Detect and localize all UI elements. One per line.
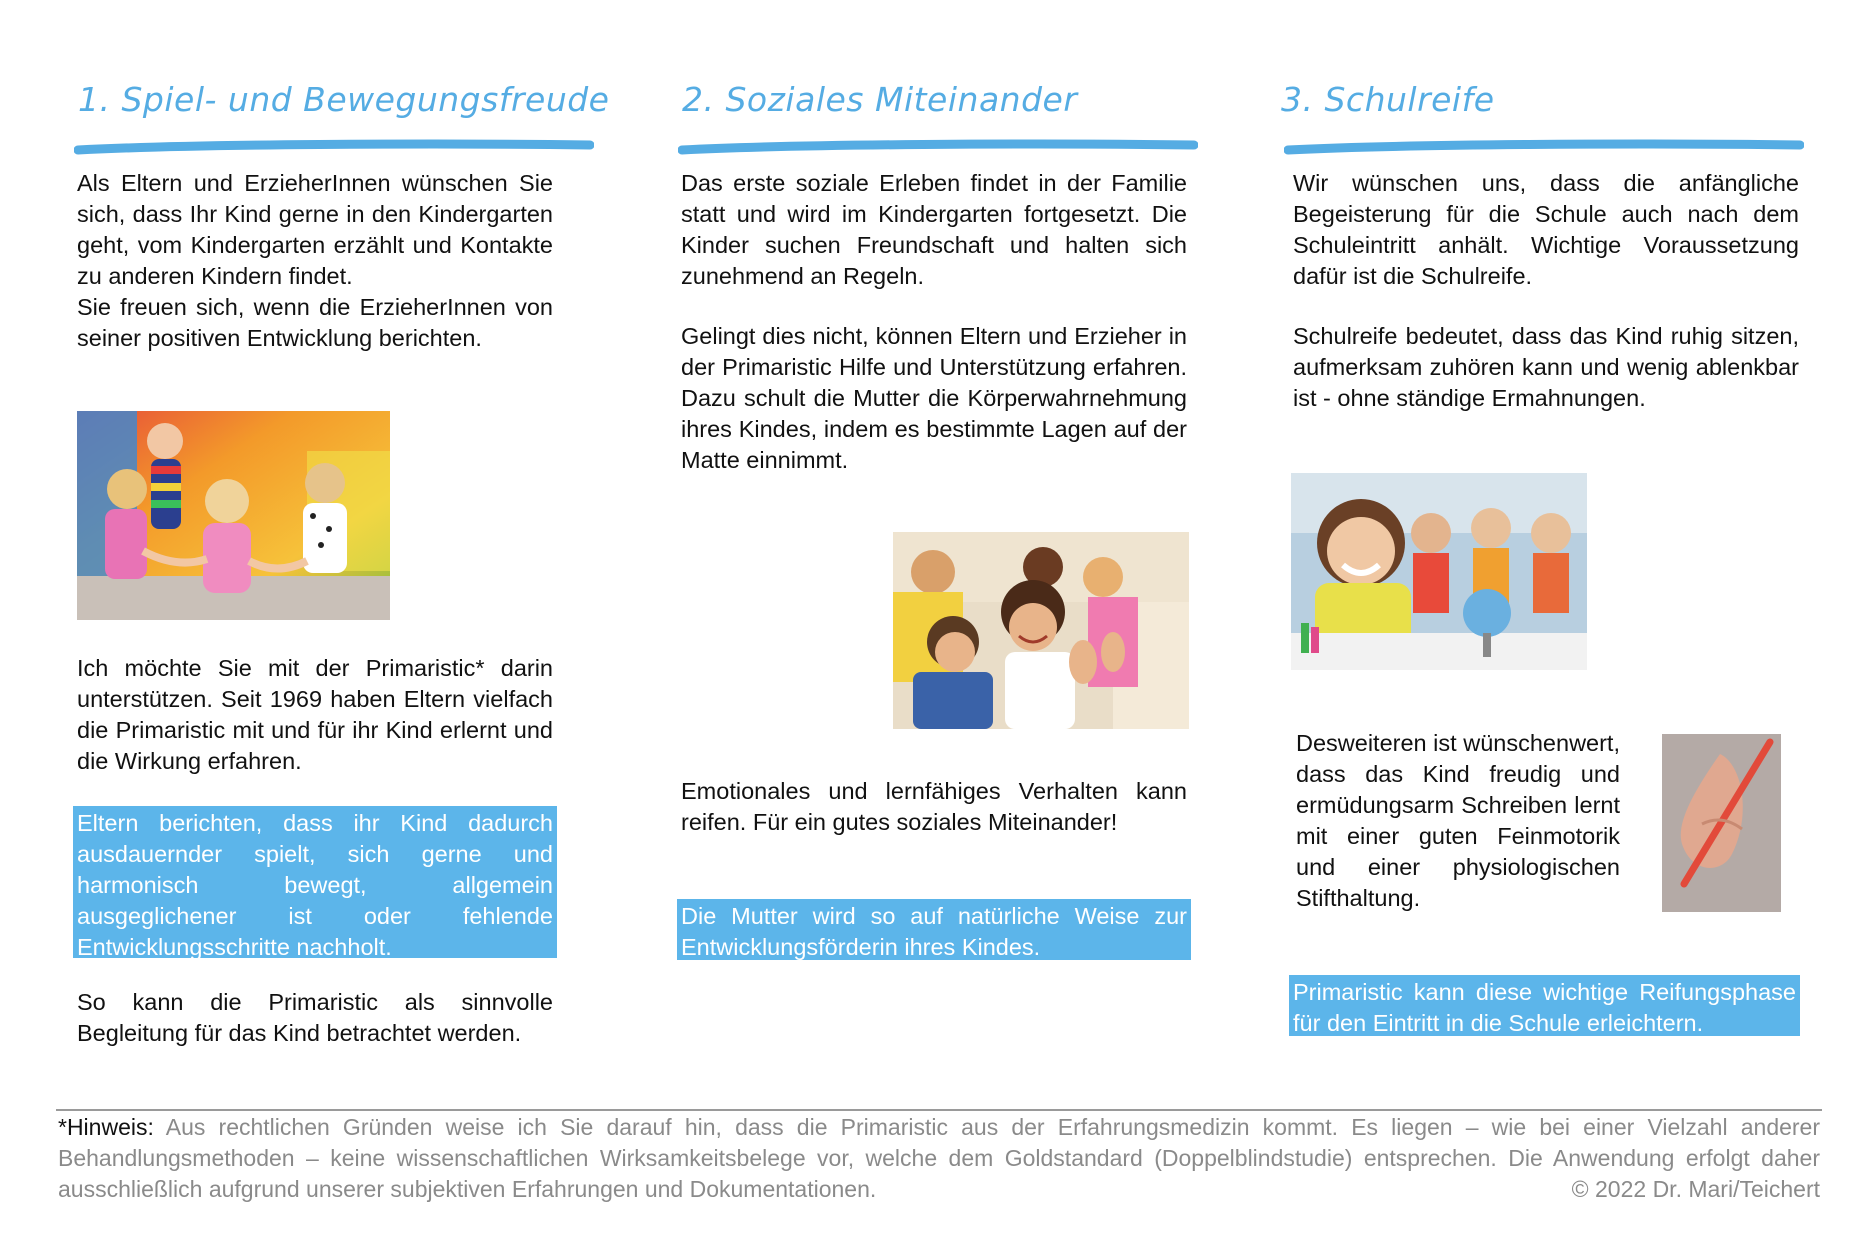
notice-label: *Hinweis: — [58, 1114, 154, 1140]
support-paragraph: Ich möchte Sie mit der Primaristic* darin unterstützen. Seit 1969 haben Eltern vielfach die Primaristic mit und für ihr Kind erlernt und die Wirkung erfahren. — [77, 655, 553, 774]
schulreife-paragraph: Schulreife bedeutet, dass das Kind ruhig sitzen, aufmerksam zuhören kann und wenig ablenkbar ist - ohne ständige Ermahnungen. — [1293, 323, 1799, 411]
schoolgirl-photo — [1291, 473, 1587, 670]
intro-paragraph: Wir wünschen uns, dass die anfängliche Begeisterung für die Schule auch nach dem Schuleintritt anhält. Wichtige Voraussetzung dafür ist die Schulreife. — [1293, 170, 1799, 289]
intro-paragraph: Als Eltern und ErzieherInnen wünschen Sie sich, dass Ihr Kind gerne in den Kindergarten geht, vom Kindergarten erzählt und Kontakte zu anderen Kindern findet. — [77, 170, 553, 289]
handwriting-paragraph: Desweiteren ist wünschenwert, dass das Kind freudig und ermüdungsarm Schreiben lernt mit einer guten Feinmotorik und einer physiologischen Stifthaltung. — [1296, 730, 1620, 911]
section-heading: 2. Soziales Miteinander — [682, 80, 1078, 119]
children-dancing-photo — [77, 411, 390, 620]
highlight-box: Die Mutter wird so auf natürliche Weise zur Entwicklungsförderin ihres Kindes. — [677, 899, 1191, 960]
help-paragraph: Gelingt dies nicht, können Eltern und Erzieher in der Primaristic Hilfe und Unterstützung erfahren. Dazu schult die Mutter die Körperwahrnehmung ihres Kindes, indem es bestimmte Lagen auf der Matte einnimmt. — [681, 323, 1187, 473]
closing-paragraph: Emotionales und lernfähiges Verhalten kann reifen. Für ein gutes soziales Miteinander! — [681, 778, 1187, 835]
footer-divider — [56, 1109, 1822, 1111]
legal-notice — [58, 1112, 1820, 1205]
heading-underline — [74, 138, 594, 158]
heading-underline — [678, 138, 1198, 158]
intro-paragraph-2: Sie freuen sich, wenn die ErzieherInnen von seiner positiven Entwicklung berichten. — [77, 294, 553, 351]
section-heading: 3. Schulreife — [1281, 80, 1495, 119]
heading-underline — [1284, 138, 1804, 158]
section-heading: 1. Spiel- und Bewegungsfreude — [78, 80, 610, 119]
notice-text: Aus rechtlichen Gründen weise ich Sie darauf hin, dass die Primaristic aus der Erfahrungsmedizin kommt. Es liegen – wie bei einer Vielzahl anderer Behandlungsmethoden – keine wissenschaftlichen Wirksamkeitsbelege vor, welche dem Goldstandard (Doppelblindstudie) entsprechen. Die Anwendung erfolgt daher ausschließlich aufgrund unserer subjektiven Erfahrungen und Dokumentationen. — [58, 1114, 1821, 1202]
highlight-box: Eltern berichten, dass ihr Kind dadurch ausdauernder spielt, sich gerne und harmonisch bewegt, allgemein ausgeglichener ist oder fehlende Entwicklungsschritte nachholt. — [73, 806, 557, 958]
highlight-box: Primaristic kann diese wichtige Reifungsphase für den Eintritt in die Schule erleichtern. — [1289, 975, 1800, 1036]
children-clapping-photo — [893, 532, 1189, 729]
pen-grip-photo — [1662, 734, 1781, 912]
intro-paragraph: Das erste soziale Erleben findet in der Familie statt und wird im Kindergarten fortgesetzt. Die Kinder suchen Freundschaft und halten sich zunehmend an Regeln. — [681, 170, 1187, 289]
closing-paragraph: So kann die Primaristic als sinnvolle Begleitung für das Kind betrachtet werden. — [77, 989, 553, 1046]
copyright: © 2022 Dr. Mari/Teichert — [1571, 1176, 1820, 1202]
